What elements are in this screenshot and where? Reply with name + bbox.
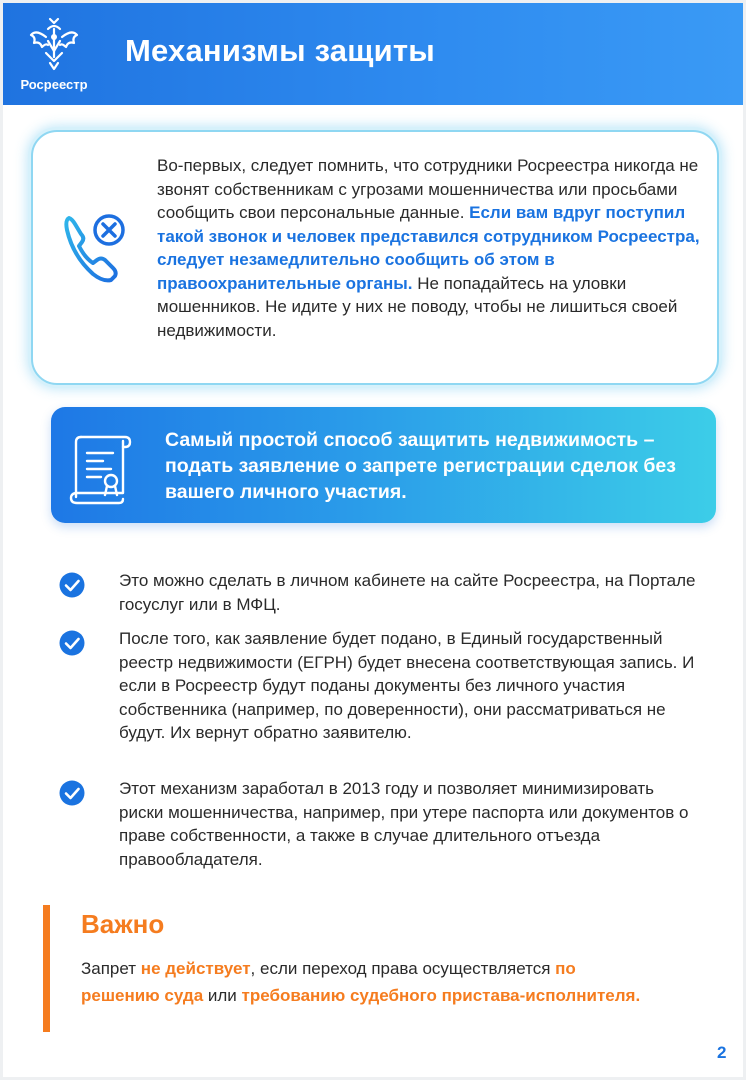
check-circle-icon	[59, 630, 85, 656]
list-item-text: Это можно сделать в личном кабинете на сайте Росреестра, на Портале госуслуг или в МФЦ.	[119, 571, 696, 614]
warning-text-bold: Если вам вдруг поступил такой звонок и человек представился сотрудником Росреестра, следует незамедлительно сообщить об этом в правоохранительные органы.	[157, 203, 700, 293]
info-banner	[51, 407, 716, 523]
important-part-2: не действует	[140, 959, 251, 978]
list-item-text: После того, как заявление будет подано, в Единый государственный реестр недвижимости (ЕГРН) будет внесена соответствующая запись. И если в Росреестр будут поданы документы без личного участия собственника (например, по доверенности), они рассматриваться не будут. Их вернут обратно заявителю.	[119, 629, 695, 742]
logo-text: Росреестр	[20, 77, 88, 92]
page-number: 2	[717, 1043, 727, 1062]
important-part-1: Запрет	[81, 959, 141, 978]
page	[3, 3, 743, 1077]
important-text	[81, 956, 641, 1009]
important-part-6: требованию судебного пристава-исполнителя.	[241, 985, 641, 1005]
eagle-emblem-icon	[28, 17, 80, 73]
banner-text: Самый простой способ защитить недвижимость – подать заявление о запрете регистрации сделок без вашего личного участия.	[165, 429, 676, 503]
phone-blocked-icon	[63, 208, 133, 288]
warning-card	[31, 130, 719, 385]
list-item-text: Этот механизм заработал в 2013 году и позволяет минимизировать риски мошенничества, например, при утере паспорта или документов о праве собственности, а также в случае длительного отъезда правообладателя.	[119, 779, 689, 869]
warning-text-outro: Не попадайтесь на уловки мошенников. Не идите у них не поводу, чтобы не лишиться своей недвижимости.	[157, 273, 678, 340]
warning-text-intro: Во-первых, следует помнить, что сотрудники Росреестра никогда не звонят собственникам с угрозами мошенничества или просьбами сообщить свои персональные данные.	[157, 156, 699, 222]
important-accent-bar	[43, 905, 50, 1032]
warning-text	[157, 154, 702, 342]
check-circle-icon	[59, 780, 85, 806]
important-part-4: по решению суда	[81, 959, 576, 1005]
header	[3, 3, 743, 105]
document-scroll-icon	[67, 427, 137, 507]
important-title: Важно	[81, 909, 165, 939]
important-part-3: , если переход права осуществляется	[250, 959, 556, 978]
important-part-5: или	[203, 985, 242, 1005]
rosreestr-logo	[19, 17, 89, 97]
page-title: Механизмы защиты	[125, 33, 435, 68]
check-circle-icon	[59, 572, 85, 598]
